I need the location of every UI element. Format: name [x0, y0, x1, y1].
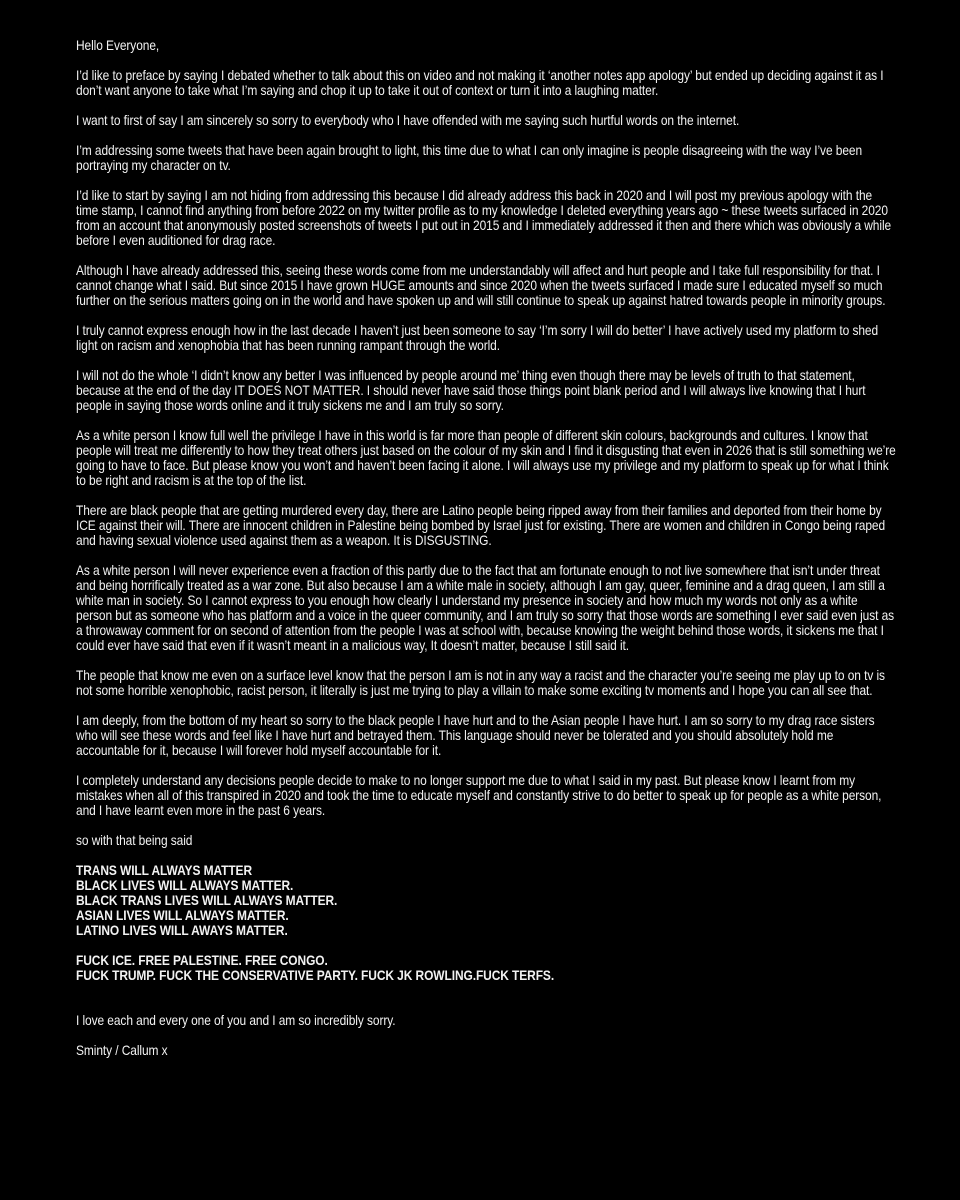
letter-closing: I love each and every one of you and I am so incredibly sorry. — [76, 1013, 396, 1028]
protest-statements — [76, 953, 896, 983]
protest-line: FUCK ICE. FREE PALESTINE. FREE CONGO. — [76, 953, 328, 968]
matter-line: BLACK TRANS LIVES WILL ALWAYS MATTER. — [76, 893, 338, 908]
letter-paragraph: I am deeply, from the bottom of my heart so sorry to the black people I have hurt and to the Asian people I have hurt. I am so sorry to my drag race sisters who will see these words and feel like I have hurt and betrayed them. This language should never be tolerated and you should absolutely hold me accountable for it, because I will forever hold myself accountable for it. — [76, 713, 875, 758]
section-spacer — [76, 998, 896, 1013]
matter-line: BLACK LIVES WILL ALWAYS MATTER. — [76, 878, 294, 893]
letter-paragraph: I truly cannot express enough how in the last decade I haven’t just been someone to say ‘I’m sorry I will do better’ I have actively used my platform to shed light on racism and xenophobia that has been running rampant through the world. — [76, 323, 879, 353]
matter-line: ASIAN LIVES WILL ALWAYS MATTER. — [76, 908, 289, 923]
letter-greeting: Hello Everyone, — [76, 38, 160, 53]
letter-paragraph: I’d like to preface by saying I debated whether to talk about this on video and not making it ‘another notes app apology’ but ended up deciding against it as I don’t want anyone to take what I’m saying and chop it up to take it out of context or turn it into a laughing matter. — [76, 68, 884, 98]
letter-paragraph: The people that know me even on a surface level know that the person I am is not in any way a racist and the character you’re seeing me play up to on tv is not some horrible xenophobic, racist person, it literally is just me trying to play a villain to make some exciting tv moments and I hope you can all see that. — [76, 668, 885, 698]
letter-paragraph: As a white person I will never experience even a fraction of this partly due to the fact that am fortunate enough to not live somewhere that isn’t under threat and being horrifically treated as a war zone. But also because I am a white male in society, although I am gay, queer, feminine and a drag queen, I am still a white man in society. So I cannot express to you enough how clearly I understand my presence in society and how much my words not only as a white person but as someone who has platform and a voice in the queer community, and I am truly so sorry that those words are something I ever said even just as a throwaway comment for on second of attention from the people I was at school with, because knowing the weight behind those words, it sickens me that I could ever have said that even if it wasn’t meant in a malicious way, It doesn’t matter, because I still said it. — [76, 563, 895, 653]
letter-paragraph: I completely understand any decisions people decide to make to no longer support me due to what I said in my past. But please know I learnt from my mistakes when all of this transpired in 2020 and took the time to educate myself and constantly strive to do better to speak up for people as a white person, and I have learnt even more in the past 6 years. — [76, 773, 882, 818]
matter-line: LATINO LIVES WILL AWAYS MATTER. — [76, 923, 288, 938]
letter-signature: Sminty / Callum x — [76, 1043, 168, 1058]
letter-paragraph: I’d like to start by saying I am not hiding from addressing this because I did already address this back in 2020 and I will post my previous apology with the time stamp, I cannot find anything from before 2022 on my twitter profile as to my knowledge I deleted everything years ago ~ these tweets surfaced in 2020 from an account that anonymously posted screenshots of tweets I put out in 2015 and I immediately addressed it then and there which was obviously a while before I even auditioned for drag race. — [76, 188, 892, 248]
letter-paragraph: I want to first of say I am sincerely so sorry to everybody who I have offended with me saying such hurtful words on the internet. — [76, 113, 740, 128]
letter-paragraph: There are black people that are getting murdered every day, there are Latino people being ripped away from their families and deported from their home by ICE against their will. There are innocent children in Palestine being bombed by Israel just for existing. There are women and children in Congo being raped and having sexual violence used against them as a weapon. It is DISGUSTING. — [76, 503, 886, 548]
letter-paragraph: Although I have already addressed this, seeing these words come from me understandably will affect and hurt people and I take full responsibility for that. I cannot change what I said. But since 2015 I have grown HUGE amounts and since 2020 when the tweets surfaced I made sure I educated myself so much further on the serious matters going on in the world and have spoken up and will still continue to speak up against hatred towards people in minority groups. — [76, 263, 886, 308]
letter-paragraph: I will not do the whole ‘I didn’t know any better I was influenced by people around me’ thing even though there may be levels of truth to that statement, because at the end of the day IT DOES NOT MATTER. I should never have said those things point blank period and I will always live knowing that I hurt people in saying those words online and it truly sickens me and I am truly so sorry. — [76, 368, 866, 413]
apology-letter — [76, 38, 896, 1073]
letter-paragraph: As a white person I know full well the privilege I have in this world is far more than people of different skin colours, backgrounds and cultures. I know that people will treat me differently to how they treat others just based on the colour of my skin and I find it disgusting that even in 2026 that is still something we’re going to have to face. But please know you won’t and haven’t been facing it alone. I will always use my privilege and my platform to speak up for what I think to be right and racism is at the top of the list. — [76, 428, 896, 488]
protest-line: FUCK TRUMP. FUCK THE CONSERVATIVE PARTY. FUCK JK ROWLING.FUCK TERFS. — [76, 968, 555, 983]
matter-line: TRANS WILL ALWAYS MATTER — [76, 863, 252, 878]
letter-paragraph: so with that being said — [76, 833, 193, 848]
matter-statements — [76, 863, 896, 938]
letter-paragraph: I’m addressing some tweets that have been again brought to light, this time due to what I can only imagine is people disagreeing with the way I’ve been portraying my character on tv. — [76, 143, 863, 173]
